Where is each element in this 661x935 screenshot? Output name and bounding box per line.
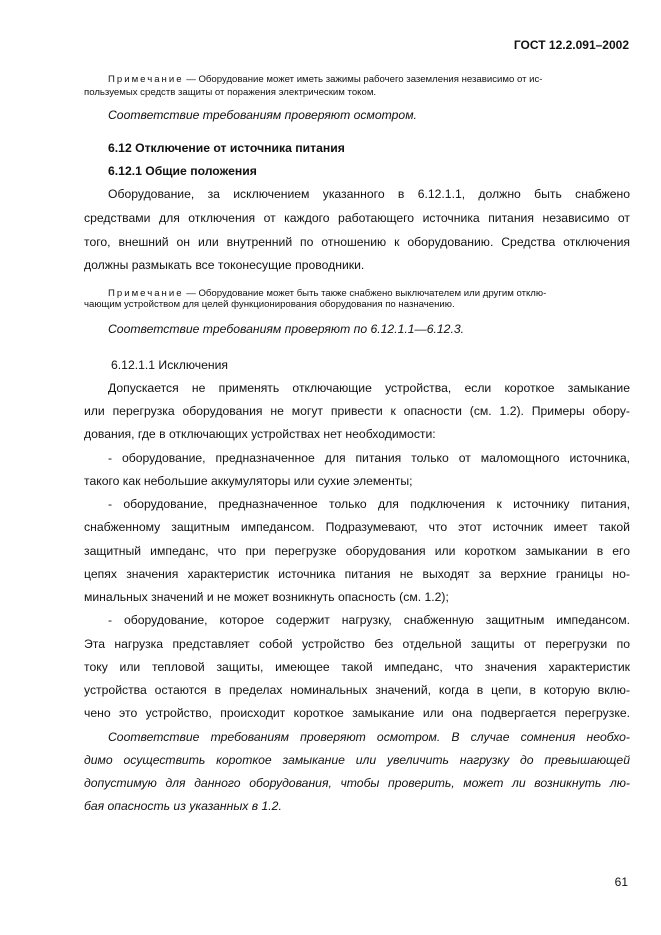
exceptions-line: - оборудование, которое содержит нагрузку, снабженную защитным импедансом. (108, 613, 630, 627)
document-code: ГОСТ 12.2.091–2002 (513, 38, 629, 52)
note-1-text: — Оборудование может иметь зажимы рабочего заземления независимо от ис- (183, 74, 543, 85)
exceptions-heading: 6.12.1.1 Исключения (111, 358, 229, 372)
note-2-line-2: чающим устройством для целей функционирования оборудования по назначению. (84, 299, 455, 310)
final-check-line: бая опасность из указанных в 1.2. (84, 799, 282, 813)
note-1-line-1 (108, 74, 628, 86)
final-check-line: допустимую для данного оборудования, чтобы проверить, может ли возникнуть лю- (84, 776, 630, 790)
exceptions-line: защитный импеданс, что при перегрузке оборудования или коротком замыкании в его (84, 544, 630, 558)
exceptions-line: Эта нагрузка представляет собой устройство без отдельной защиты от перегрузки по (84, 637, 630, 651)
note-1-line-2: пользуемых средств защиты от поражения электрическим током. (84, 87, 377, 98)
exceptions-line: или перегрузка оборудования не могут привести к опасности (см. 1.2). Примеры обору- (84, 404, 630, 418)
check-1: Соответствие требованиям проверяют осмотром. (108, 108, 417, 122)
exceptions-line: такого как небольшие аккумуляторы или сухие элементы; (84, 474, 413, 488)
exceptions-line: - оборудование, предназначенное только для подключения к источнику питания, (108, 497, 630, 511)
section-heading: 6.12 Отключение от источника питания (108, 141, 345, 155)
para-line: Оборудование, за исключением указанного в 6.12.1.1, должно быть снабжено (108, 187, 630, 201)
exceptions-line: чено это устройство, происходит короткое замыкание или она подвергается перегрузке. (84, 706, 630, 720)
final-check-line: димо осуществить короткое замыкание или увеличить нагрузку до превышающей (84, 753, 630, 767)
exceptions-line: снабженному защитным импедансом. Подразумевают, что этот источник имеет такой (84, 520, 630, 534)
final-check-line: Соответствие требованиям проверяют осмотром. В случае сомнения необхо- (108, 730, 630, 744)
exceptions-line: цепях значения характеристик источника питания не выходят за верхние границы но- (84, 567, 630, 581)
check-2: Соответствие требованиям проверяют по 6.12.1.1—6.12.3. (108, 322, 464, 336)
exceptions-line: дования, где в отключающих устройствах нет необходимости: (84, 427, 436, 441)
exceptions-line: Допускается не применять отключающие устройства, если короткое замыкание (108, 381, 630, 395)
exceptions-line: току или тепловой защиты, имеющее такой импеданс, что значения характеристик (84, 660, 630, 674)
note-1-prefix: Примечание (108, 74, 184, 85)
para-line: должны размыкать все токонесущие проводники. (84, 258, 365, 272)
exceptions-line: минальных значений и не может возникнуть опасность (см. 1.2); (84, 590, 449, 604)
page-number: 61 (614, 875, 628, 889)
para-line: средствами для отключения от каждого работающего источника питания независимо от (84, 211, 630, 225)
para-line: того, внешний он или внутренний по отношению к оборудованию. Средства отключения (84, 235, 630, 249)
section-subheading: 6.12.1 Общие положения (108, 164, 257, 178)
exceptions-line: - оборудование, предназначенное для питания только от маломощного источника, (108, 451, 630, 465)
note-2-text: — Оборудование может быть также снабжено выключателем или другим отклю- (183, 288, 547, 299)
exceptions-line: устройства остаются в пределах номинальных значений, когда в цепи, в которую вклю- (84, 683, 630, 697)
note-2-prefix: Примечание (108, 288, 184, 299)
